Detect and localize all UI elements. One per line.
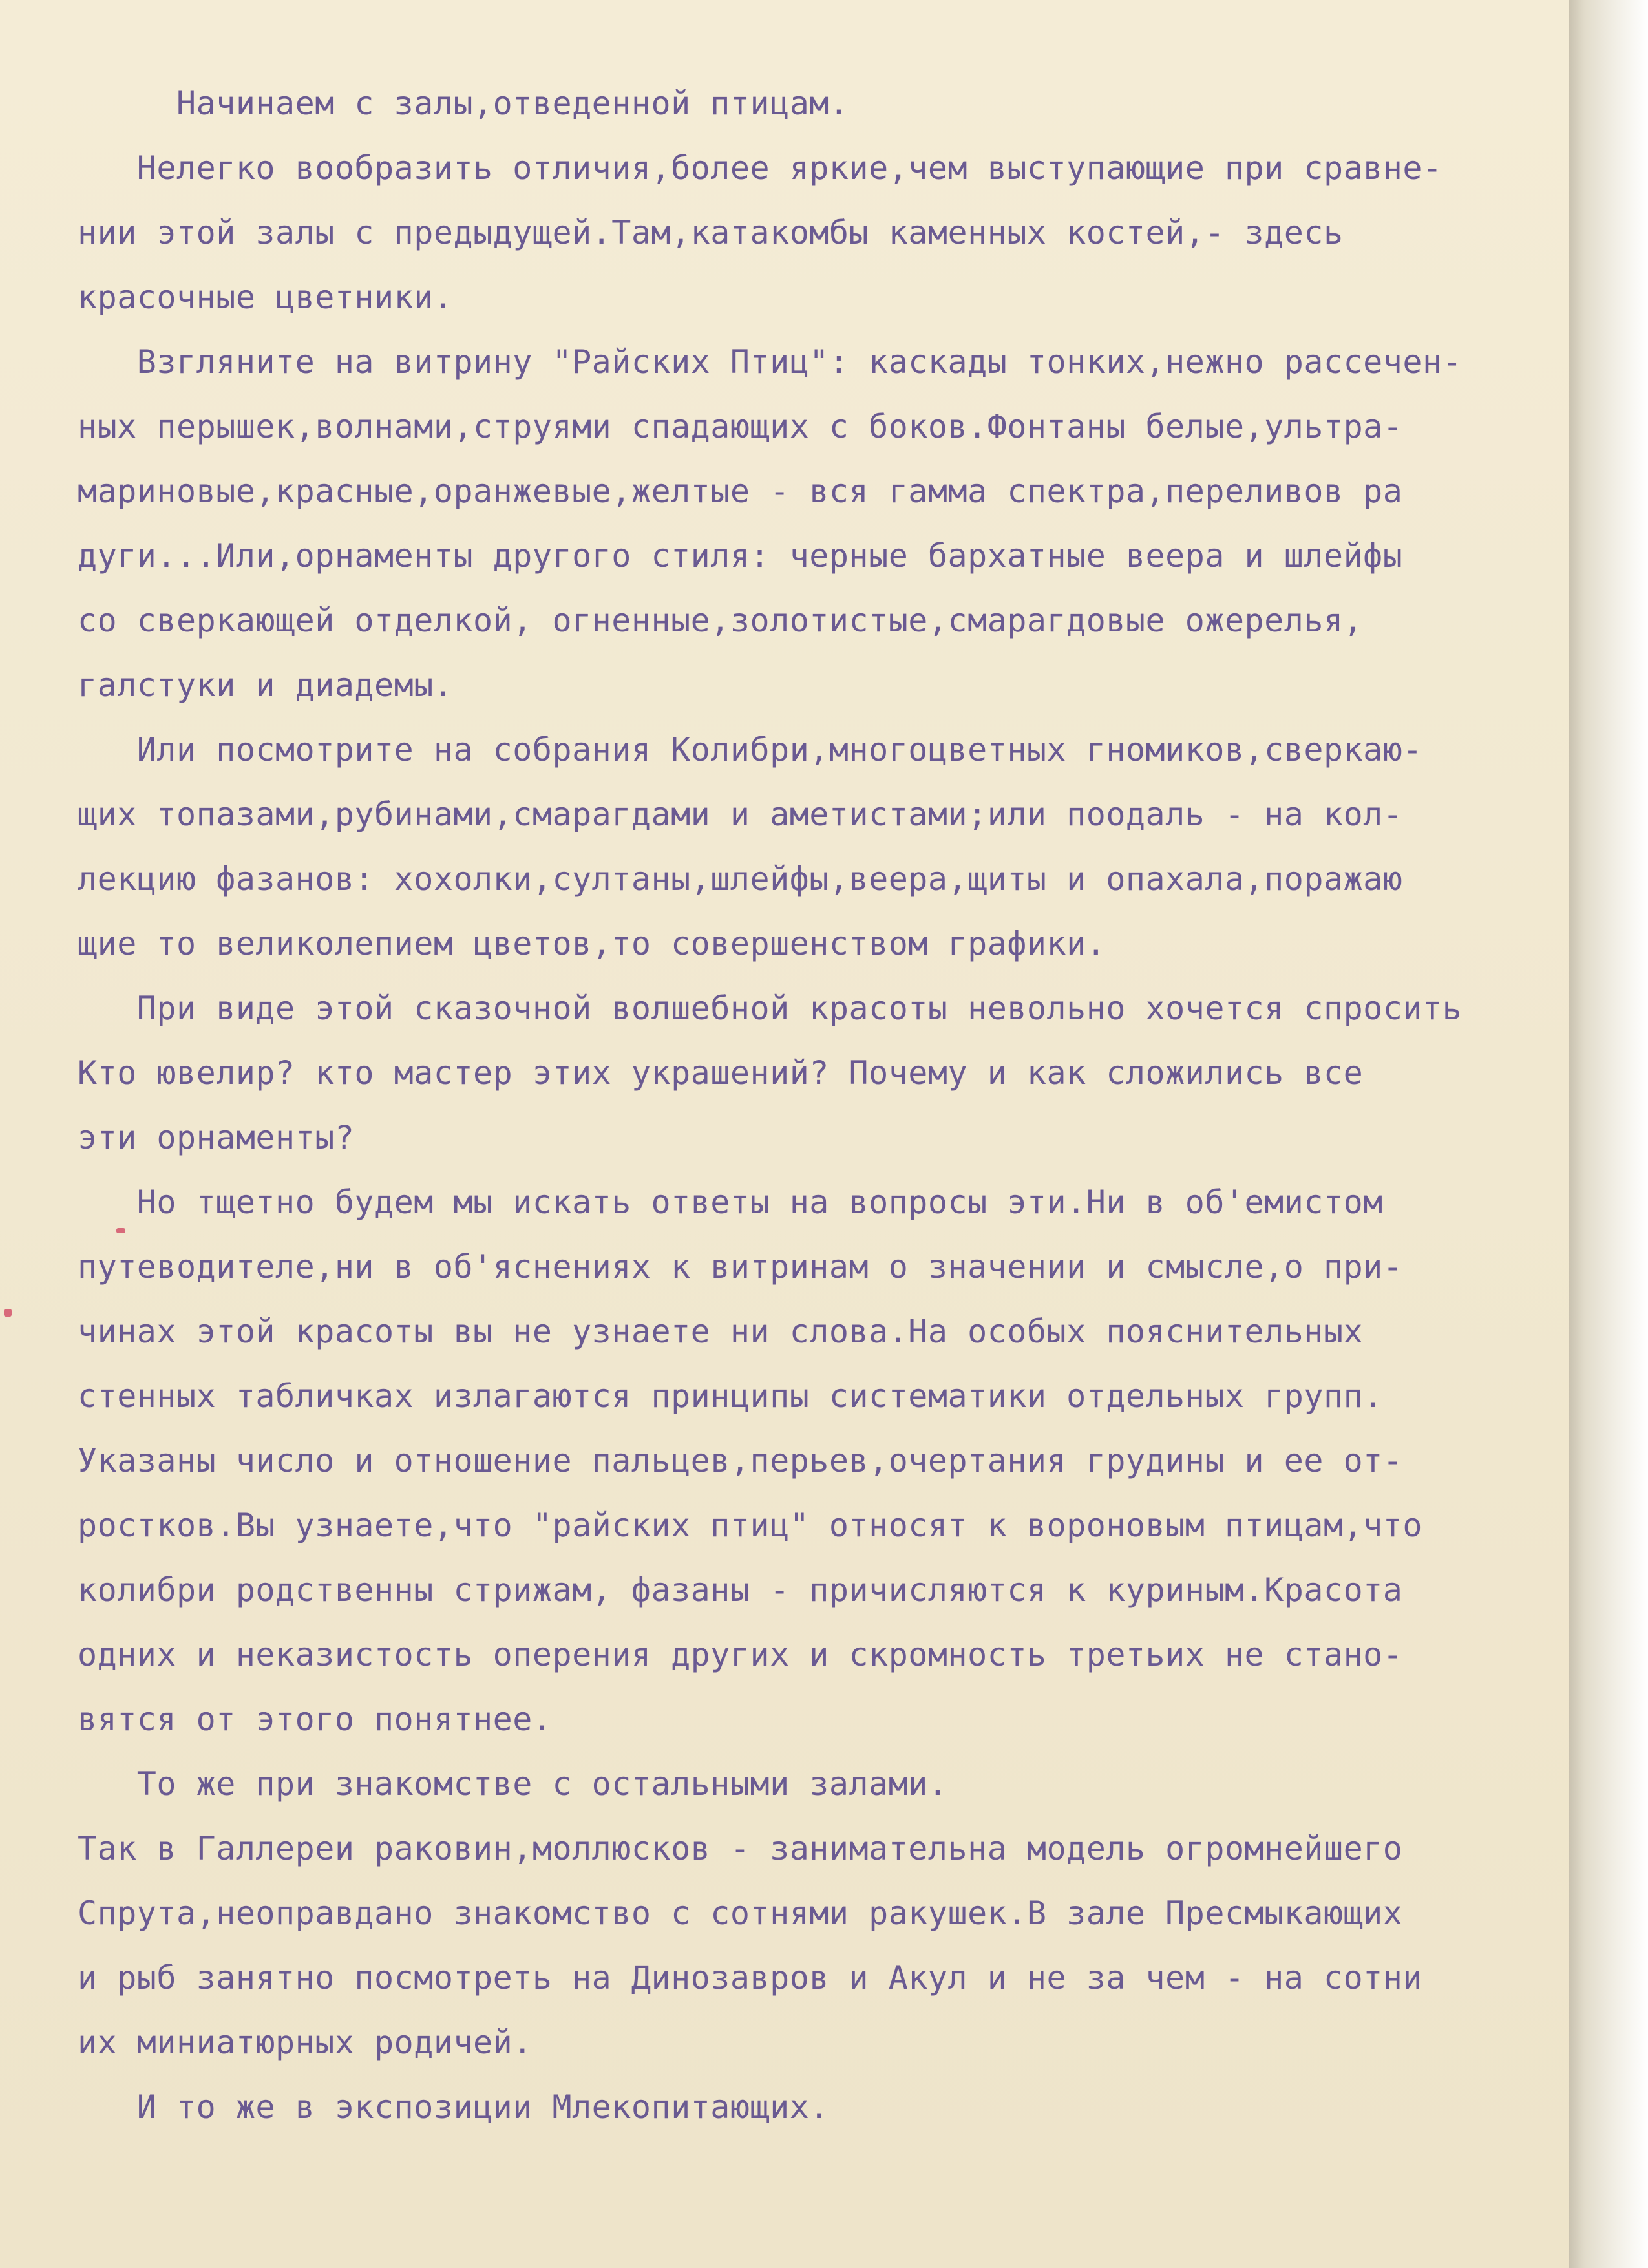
text-line: вятся от этого понятнее. (78, 1701, 553, 1738)
text-line: То же при знакомстве с остальными залами. (78, 1765, 948, 1803)
text-line: стенных табличках излагаются принципы систематики отдельных групп. (78, 1377, 1383, 1415)
red-ink-mark (4, 1309, 12, 1317)
text-line: ных перышек,волнами,струями спадающих с боков.Фонтаны белые,ультра- (78, 408, 1403, 445)
text-line: нии этой залы с предыдущей.Там,катакомбы каменных костей,- здесь (78, 214, 1344, 251)
text-line: Начинаем с залы,отведенной птицам. (78, 85, 849, 122)
text-line: щих топазами,рубинами,смарагдами и аметистами;или поодаль - на кол- (78, 796, 1403, 833)
text-line: одних и неказистость оперения других и скромность третьих не стано- (78, 1636, 1403, 1673)
text-line: Или посмотрите на собрания Колибри,многоцветных гномиков,сверкаю- (78, 731, 1422, 768)
text-line: мариновые,красные,оранжевые,желтые - вся гамма спектра,переливов ра (78, 472, 1403, 510)
text-line: Спрута,неоправдано знакомство с сотнями ракушек.В зале Пресмыкающих (78, 1894, 1403, 1932)
text-line: лекцию фазанов: хохолки,султаны,шлейфы,веера,щиты и опахала,поражаю (78, 860, 1403, 898)
text-line: Взгляните на витрину "Райских Птиц": каскады тонких,нежно рассечен- (78, 343, 1463, 381)
text-line: эти орнаменты? (78, 1119, 355, 1156)
text-line: галстуки и диадемы. (78, 666, 454, 704)
text-line: путеводителе,ни в об'яснениях к витринам о значении и смысле,о при- (78, 1248, 1403, 1286)
text-line: и рыб занятно посмотреть на Динозавров и Акул и не за чем - на сотни (78, 1959, 1422, 1997)
text-line: При виде этой сказочной волшебной красоты невольно хочется спросить (78, 990, 1463, 1027)
text-line: дуги...Или,орнаменты другого стиля: черные бархатные веера и шлейфы (78, 537, 1403, 575)
text-line: Так в Галлереи раковин,моллюсков - занимательна модель огромнейшего (78, 1830, 1403, 1867)
text-line: их миниатюрных родичей. (78, 2024, 533, 2061)
text-line: Указаны число и отношение пальцев,перьев,очертания грудины и ее от- (78, 1442, 1403, 1479)
text-line: щие то великолепием цветов,то совершенством графики. (78, 925, 1106, 962)
text-line: чинах этой красоты вы не узнаете ни слова.На особых пояснительных (78, 1313, 1364, 1350)
text-line: красочные цветники. (78, 279, 454, 316)
text-line: колибри родственны стрижам, фазаны - причисляются к куриным.Красота (78, 1571, 1403, 1609)
text-line: ростков.Вы узнаете,что "райских птиц" относят к вороновым птицам,что (78, 1507, 1422, 1544)
text-line: со сверкающей отделкой, огненные,золотистые,смарагдовые ожерелья, (78, 602, 1364, 639)
page-edge (1569, 0, 1648, 2268)
text-line: Но тщетно будем мы искать ответы на вопросы эти.Ни в об'емистом (78, 1183, 1383, 1221)
text-line: Нелегко вообразить отличия,более яркие,чем выступающие при сравне- (78, 149, 1442, 187)
typed-text-body (78, 71, 1564, 2139)
text-line: Кто ювелир? кто мастер этих украшений? Почему и как сложились все (78, 1054, 1364, 1092)
text-line: И то же в экспозиции Млекопитающих. (78, 2088, 829, 2126)
